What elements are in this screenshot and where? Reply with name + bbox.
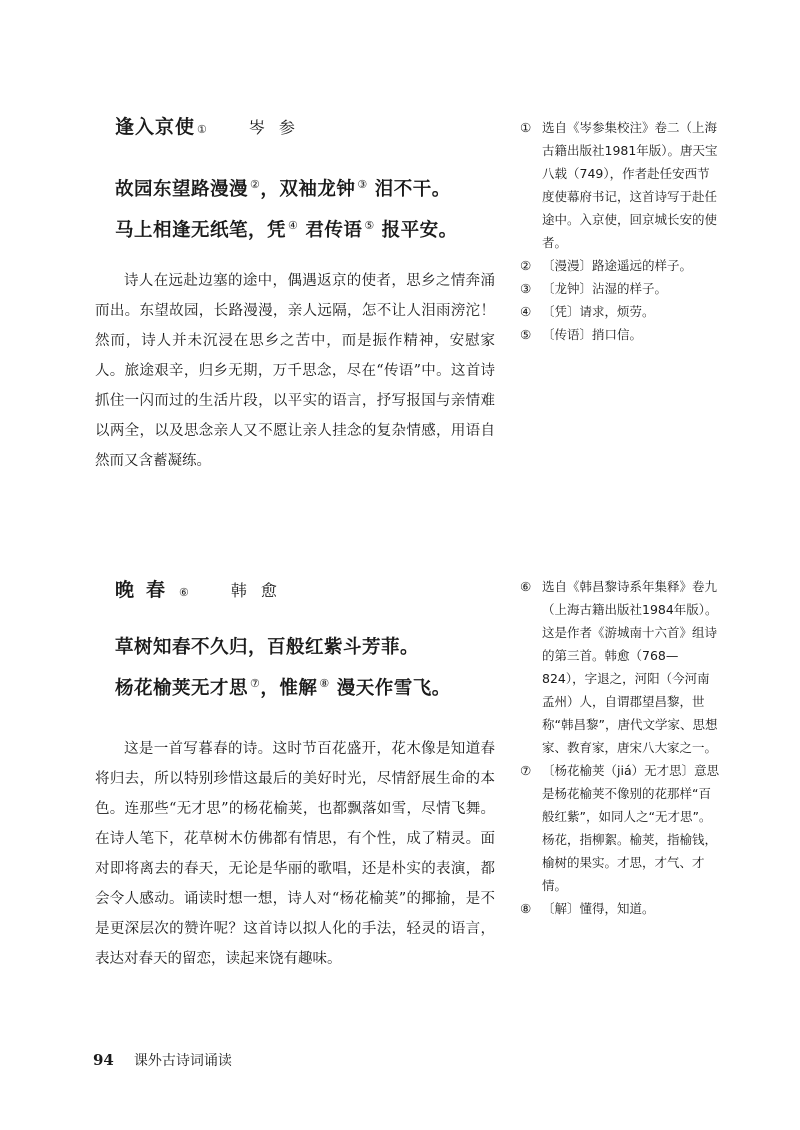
poem-1-notes (520, 116, 720, 346)
poem-2-verse (115, 630, 505, 707)
poem-2-title: 晚春 (115, 579, 178, 601)
poem-1-commentary (95, 266, 495, 476)
page-number: 94 (93, 1051, 114, 1069)
note-item: ⑦ 〔杨花榆荚（jiá）无才思〕意思是杨花榆荚不像别的花那样“百般红紫”，如同人之“无才思”。杨花，指柳絮。榆荚，指榆钱，榆树的果实。才思，才气、才情。 (520, 763, 720, 893)
note-item: ② 〔漫漫〕路途遥远的样子。 (520, 258, 693, 273)
page-footer (93, 1050, 232, 1070)
poem-block-2 (115, 575, 505, 707)
poem-2-notes (520, 575, 720, 920)
poem-1-author: 岑参 (248, 118, 309, 137)
poem-2-commentary-text: 这是一首写暮春的诗。这时节百花盛开，花木像是知道春将归去，所以特别珍惜这最后的美好时光，尽情舒展生命的本色。连那些“无才思”的杨花榆荚，也都飘落如雪，尽情飞舞。在诗人笔下，花草树木仿佛都有情思，有个性，成了精灵。面对即将离去的春天，无论是华丽的歌唱，还是朴实的表演，都会令人感动。诵读时想一想，诗人对“杨花榆荚”的揶揄，是不是更深层次的赞许呢？这首诗以拟人化的手法，轻灵的语言，表达对春天的留恋，读起来饶有趣味。 (95, 741, 495, 967)
poem-1-commentary-text: 诗人在远赴边塞的途中，偶遇返京的使者，思乡之情奔涌而出。东望故园，长路漫漫，亲人远隔，怎不让人泪雨滂沱！然而，诗人并未沉浸在思乡之苦中，而是振作精神，安慰家人。旅途艰辛，归乡无期，万千思念，尽在“传语”中。这首诗抓住一闪而过的生活片段，以平实的语言，抒写报国与亲情难以两全，以及思念亲人又不愿让亲人挂念的复杂情感，用语自然而又含蓄凝练。 (95, 273, 495, 469)
note-item: ③ 〔龙钟〕沾湿的样子。 (520, 281, 668, 296)
note-item: ⑥ 选自《韩昌黎诗系年集释》卷九（上海古籍出版社1984年版）。这是作者《游城南十六首》组诗的第三首。韩愈（768—824），字退之，河阳（今河南孟州）人，自谓郡望昌黎，世称“韩昌黎”，唐代文学家、思想家、教育家，唐宋八大家之一。 (520, 579, 718, 755)
poem-2-line-2: 杨花榆荚无才思 ⑦，惟解 ⑧ 漫天作雪飞。 (115, 677, 451, 700)
poem-2-commentary (95, 734, 495, 974)
book-title: 课外古诗词诵读 (133, 1053, 232, 1069)
note-item: ⑧ 〔解〕懂得，知道。 (520, 901, 655, 916)
poem-2-title-note-ref: ⑥ (179, 586, 189, 599)
note-item: ⑤ 〔传语〕捎口信。 (520, 327, 643, 342)
poem-1-header (115, 112, 505, 139)
poem-1-verse (115, 167, 505, 249)
poem-2-header (115, 575, 505, 602)
poem-1-line-1: 故园东望路漫漫 ②，双袖龙钟 ③ 泪不干。 (115, 178, 451, 201)
note-item: ④ 〔凭〕请求，烦劳。 (520, 304, 655, 319)
poem-1-line-2: 马上相逢无纸笔，凭 ④ 君传语 ⑤ 报平安。 (115, 219, 458, 242)
poem-2-author: 韩愈 (230, 581, 291, 600)
poem-1-title: 逢入京使 (115, 116, 196, 138)
note-item: ① 选自《岑参集校注》卷二（上海古籍出版社1981年版）。唐天宝八载（749），作者赴任安西节度使幕府书记，这首诗写于赴任途中。入京使，回京城长安的使者。 (520, 120, 718, 250)
poem-2-line-1: 草树知春不久归，百般红紫斗芳菲。 (115, 637, 420, 658)
poem-block-1 (115, 112, 505, 249)
poem-1-title-note-ref: ① (197, 123, 207, 136)
